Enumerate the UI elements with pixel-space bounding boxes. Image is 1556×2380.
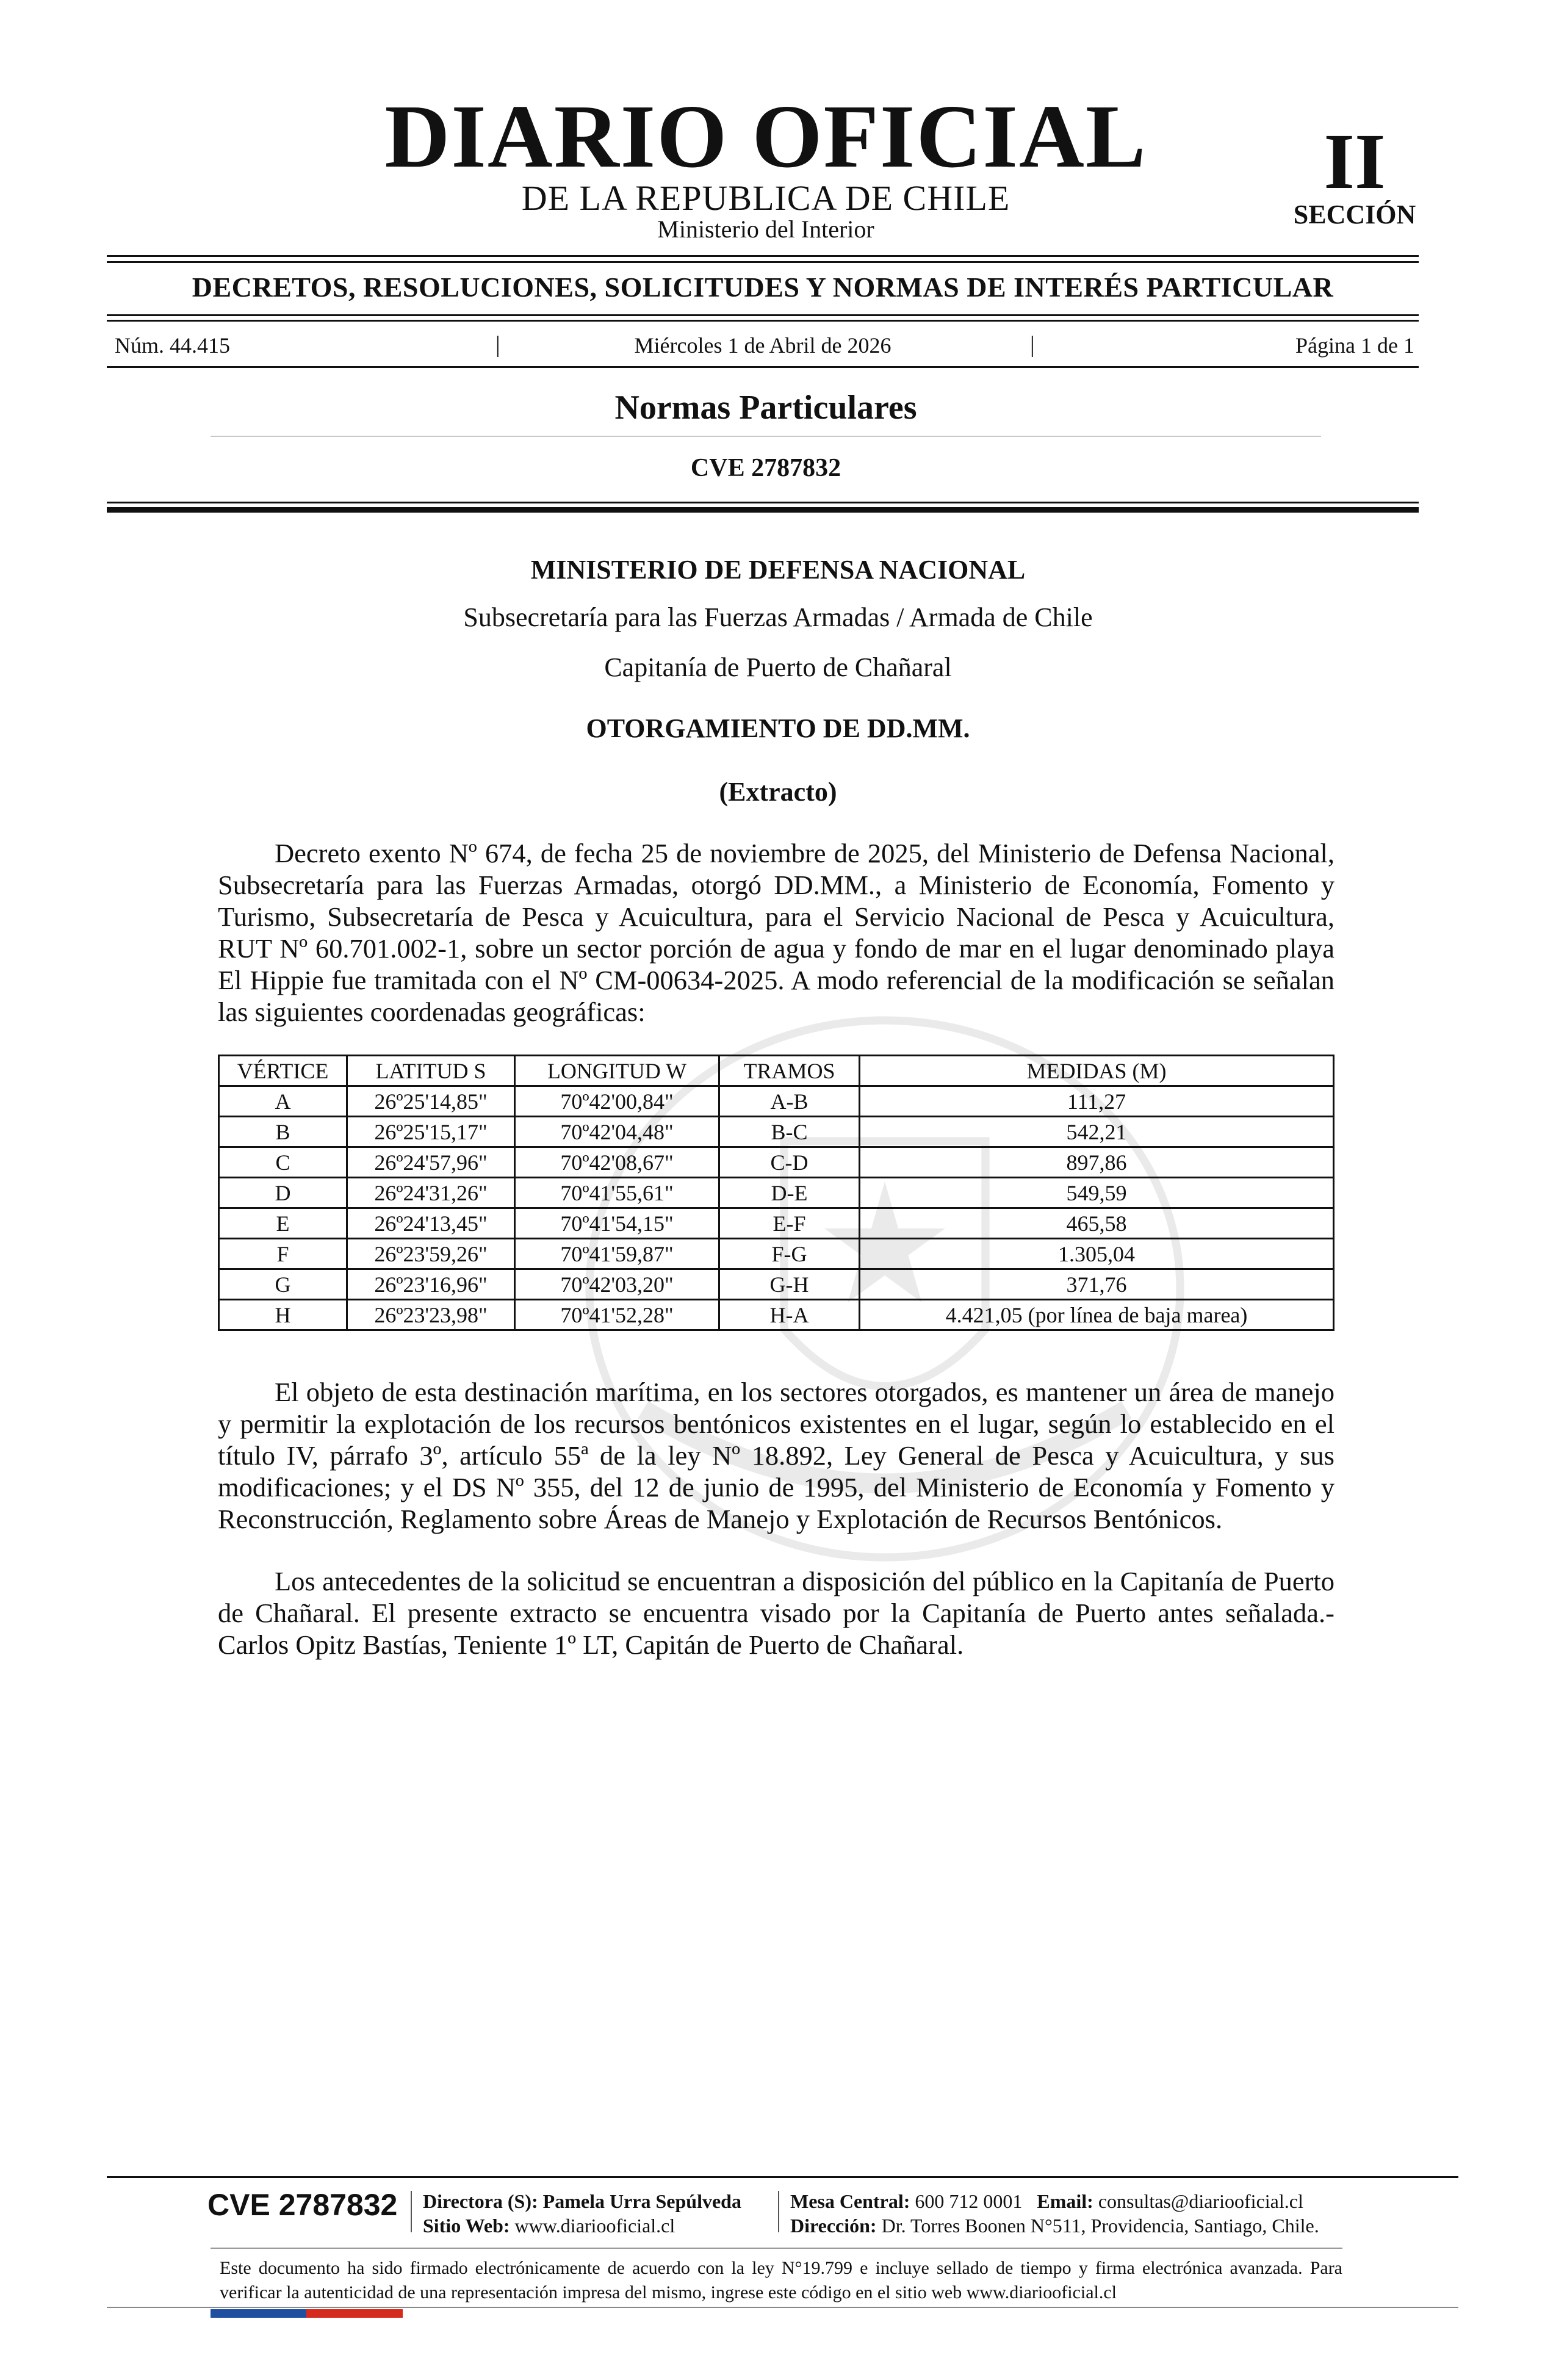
- table-cell: 465,58: [860, 1208, 1334, 1239]
- flag-stripe-blue: [211, 2309, 306, 2318]
- column-header: TRAMOS: [719, 1056, 860, 1086]
- table-cell: 26º25'14,85": [347, 1086, 515, 1117]
- table-cell: E-F: [719, 1208, 860, 1239]
- table-cell: F: [219, 1239, 347, 1269]
- column-header: LATITUD S: [347, 1056, 515, 1086]
- table-cell: 26º24'13,45": [347, 1208, 515, 1239]
- section-title-underline: [211, 436, 1321, 437]
- table-header-row: [219, 1056, 1334, 1086]
- table-cell: 26º23'23,98": [347, 1300, 515, 1330]
- table-cell: 70º41'52,28": [515, 1300, 719, 1330]
- table-row: [219, 1239, 1334, 1269]
- table-cell: 26º24'57,96": [347, 1147, 515, 1178]
- table-cell: 70º42'00,84": [515, 1086, 719, 1117]
- table-cell: 70º42'04,48": [515, 1117, 719, 1147]
- table-cell: F-G: [719, 1239, 860, 1269]
- issue-number: Núm. 44.415: [115, 333, 230, 358]
- director-name: Pamela Urra Sepúlveda: [542, 2190, 741, 2212]
- section-title: Normas Particulares: [614, 389, 917, 427]
- table-cell: 549,59: [860, 1178, 1334, 1208]
- address-text: Dr. Torres Boonen N°511, Providencia, Santiago, Chile.: [881, 2215, 1319, 2237]
- table-cell: 111,27: [860, 1086, 1334, 1117]
- table-cell: 26º25'15,17": [347, 1117, 515, 1147]
- ministry-line: Ministerio del Interior: [657, 215, 874, 243]
- table-cell: 70º41'55,61": [515, 1178, 719, 1208]
- footer-director: [423, 2189, 741, 2213]
- table-row: [219, 1147, 1334, 1178]
- document-title: OTORGAMIENTO DE DD.MM.: [586, 713, 970, 743]
- category-divider-2: [107, 320, 1419, 322]
- website-label: Sitio Web:: [423, 2215, 510, 2237]
- table-cell: 542,21: [860, 1117, 1334, 1147]
- column-header: MEDIDAS (M): [860, 1056, 1334, 1086]
- phone-number: 600 712 0001: [915, 2190, 1023, 2212]
- table-cell: 371,76: [860, 1269, 1334, 1300]
- footer-divider: [107, 2176, 1458, 2178]
- table-cell: 26º23'59,26": [347, 1239, 515, 1269]
- table-cell: 897,86: [860, 1147, 1334, 1178]
- table-row: [219, 1300, 1334, 1330]
- table-cell: D-E: [719, 1178, 860, 1208]
- table-cell: C-D: [719, 1147, 860, 1178]
- info-divider: [107, 366, 1419, 368]
- page-indicator: Página 1 de 1: [1295, 333, 1414, 358]
- newspaper-title: DIARIO OFICIAL: [384, 87, 1147, 187]
- table-row: [219, 1208, 1334, 1239]
- column-header: LONGITUD W: [515, 1056, 719, 1086]
- decree-paragraph: Decreto exento Nº 674, de fecha 25 de noviembre de 2025, del Ministerio de Defensa Nacional, Subsecretaría para las Fuerzas Armadas, otorgó DD.MM., a Ministerio de Economía, Fomento y Turismo, Subsecretaría de Pesca y Acuicultura, para el Servicio Nacional de Pesca y Acuicultura, RUT Nº 60.701.002-1, sobre un sector porción de agua y fondo de mar en el lugar denominado playa El Hippie fue tramitada con el Nº CM-00634-2025. A modo referencial de la modificación se señalan las siguientes coordenadas geográficas:: [218, 838, 1334, 1027]
- table-cell: 70º42'03,20": [515, 1269, 719, 1300]
- table-cell: G: [219, 1269, 347, 1300]
- footer-contact: [790, 2189, 1303, 2213]
- director-label: Directora (S):: [423, 2190, 538, 2212]
- footer-bottom-line: [107, 2307, 1458, 2308]
- table-cell: B-C: [719, 1117, 860, 1147]
- website-link[interactable]: www.diariooficial.cl: [514, 2215, 675, 2237]
- section-number: II: [1324, 118, 1386, 206]
- footer-address: [790, 2213, 1319, 2238]
- coordinates-table: [218, 1055, 1334, 1331]
- table-cell: A-B: [719, 1086, 860, 1117]
- footer-cve: CVE 2787832: [207, 2188, 398, 2222]
- cve-divider: [107, 502, 1419, 503]
- footer-website: [423, 2213, 675, 2238]
- purpose-paragraph: El objeto de esta destinación marítima, en los sectores otorgados, es mantener un área de manejo y permitir la explotación de los recursos bentónicos existentes en el lugar, según lo establecido en el título IV, párrafo 3º, artículo 55ª de la ley Nº 18.892, Ley General de Pesca y Acuicultura, y sus modificaciones; y el DS Nº 355, del 12 de junio de 1995, del Ministerio de Economía y Fomento y Reconstrucción, Reglamento sobre Áreas de Manejo y Explotación de Recursos Bentónicos.: [218, 1377, 1334, 1534]
- footer-note-divider: [211, 2248, 1342, 2249]
- table-cell: D: [219, 1178, 347, 1208]
- table-body: [219, 1086, 1334, 1330]
- table-cell: B: [219, 1117, 347, 1147]
- table-cell: C: [219, 1147, 347, 1178]
- table-cell: 70º41'54,15": [515, 1208, 719, 1239]
- table-row: [219, 1086, 1334, 1117]
- table-row: [219, 1269, 1334, 1300]
- table-cell: 1.305,04: [860, 1239, 1334, 1269]
- issue-date: Miércoles 1 de Abril de 2026: [634, 333, 891, 358]
- subsecretary-heading: Subsecretaría para las Fuerzas Armadas / Armada de Chile: [463, 602, 1093, 632]
- table-cell: 26º24'31,26": [347, 1178, 515, 1208]
- table-row: [219, 1117, 1334, 1147]
- table-row: [219, 1178, 1334, 1208]
- table-cell: G-H: [719, 1269, 860, 1300]
- table-cell: 70º41'59,87": [515, 1239, 719, 1269]
- extract-label: (Extracto): [719, 777, 837, 807]
- table-cell: 70º42'08,67": [515, 1147, 719, 1178]
- category-divider: [107, 314, 1419, 316]
- masthead-divider: [107, 255, 1419, 257]
- table-cell: 26º23'16,96": [347, 1269, 515, 1300]
- footer-separator: [778, 2191, 779, 2232]
- table-cell: A: [219, 1086, 347, 1117]
- table-cell: E: [219, 1208, 347, 1239]
- category-banner: DECRETOS, RESOLUCIONES, SOLICITUDES Y NORMAS DE INTERÉS PARTICULAR: [192, 272, 1334, 303]
- phone-label: Mesa Central:: [790, 2190, 910, 2212]
- cve-code: CVE 2787832: [690, 454, 841, 482]
- table-cell: H: [219, 1300, 347, 1330]
- captaincy-heading: Capitanía de Puerto de Chañaral: [604, 652, 952, 682]
- table-cell: H-A: [719, 1300, 860, 1330]
- signature-note: Este documento ha sido firmado electrónicamente de acuerdo con la ley N°19.799 e incluye sellado de tiempo y firma electrónica avanzada. Para verificar la autenticidad de una representación impresa del mismo, ingrese este código en el sitio web www.diariooficial.cl: [220, 2258, 1342, 2302]
- masthead-divider-2: [107, 261, 1419, 263]
- table-cell: 4.421,05 (por línea de baja marea): [860, 1300, 1334, 1330]
- address-label: Dirección:: [790, 2215, 877, 2237]
- newspaper-subtitle: DE LA REPUBLICA DE CHILE: [521, 178, 1010, 218]
- availability-paragraph: Los antecedentes de la solicitud se encuentran a disposición del público en la Capitanía de Puerto de Chañaral. El presente extracto se encuentra visado por la Capitanía de Puerto antes señalada.- Carlos Opitz Bastías, Teniente 1º LT, Capitán de Puerto de Chañaral.: [218, 1566, 1334, 1660]
- footer-separator: [411, 2191, 412, 2232]
- email-label: Email:: [1037, 2190, 1093, 2212]
- cve-divider-thick: [107, 507, 1419, 513]
- section-label: SECCIÓN: [1293, 200, 1416, 229]
- column-header: VÉRTICE: [219, 1056, 347, 1086]
- info-separator: |: [495, 332, 500, 358]
- info-separator: |: [1030, 332, 1035, 358]
- email-link[interactable]: consultas@diariooficial.cl: [1098, 2190, 1303, 2212]
- ministry-heading: MINISTERIO DE DEFENSA NACIONAL: [530, 555, 1026, 585]
- flag-stripe-red: [306, 2309, 403, 2318]
